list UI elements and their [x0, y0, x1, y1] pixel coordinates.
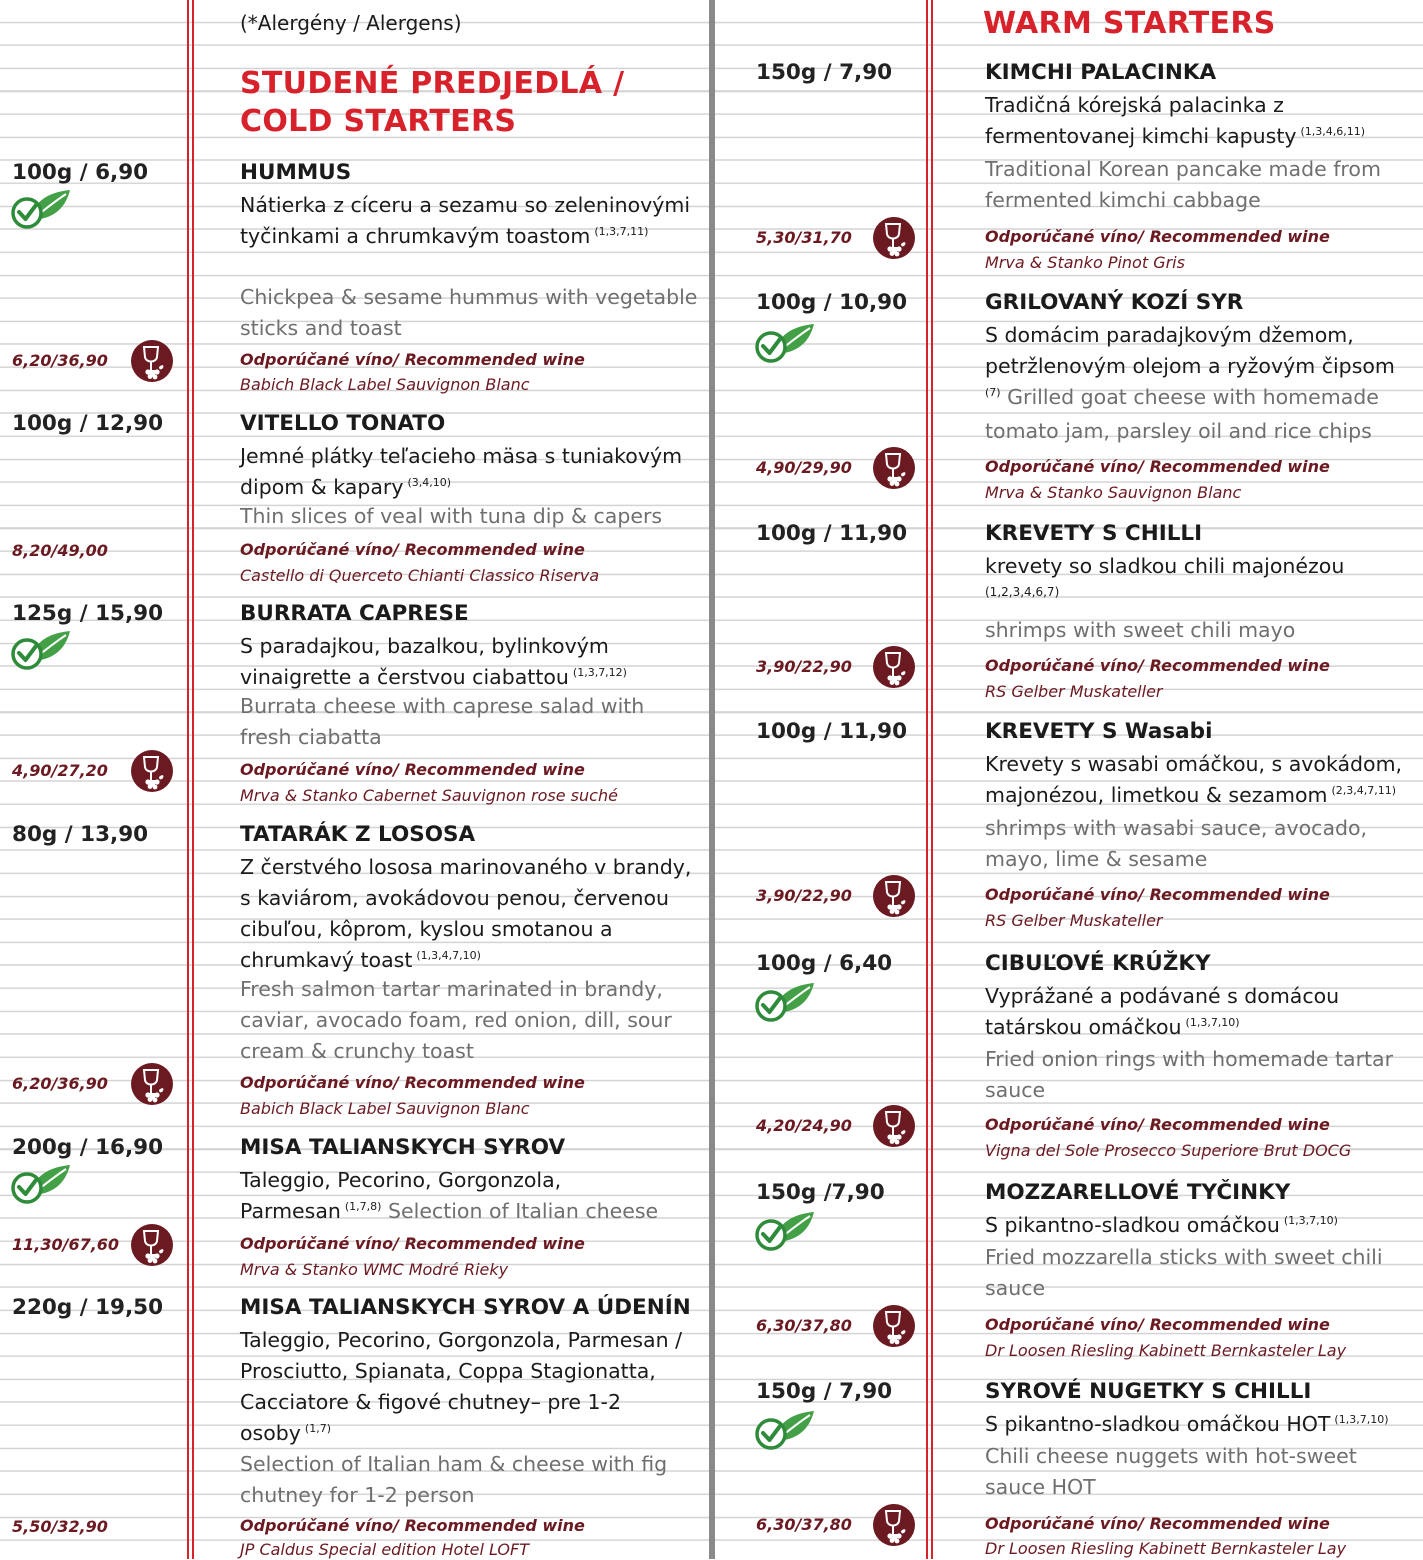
vegetarian-leaf-check-icon — [10, 1163, 72, 1205]
allergen-codes: (2,3,4,7,11) — [1331, 784, 1397, 797]
item-price: 220g / 19,50 — [12, 1295, 164, 1320]
vegetarian-leaf-check-icon — [754, 322, 816, 364]
wine-price: 6,20/36,90 — [12, 1074, 108, 1093]
vegetarian-leaf-check-icon — [754, 981, 816, 1023]
item-price: 200g / 16,90 — [12, 1135, 164, 1160]
vegetarian-leaf-check-icon — [754, 1210, 816, 1252]
wine-glass-grapes-icon — [872, 1304, 916, 1348]
item-name: TATARÁK Z LOSOSA — [240, 822, 476, 847]
item-description: Z čerstvého lososa marinovaného v brandy, s kaviárom, avokádovou penou, červenou cibuľou, kôprom, kyslou smotanou a chrumkavý toast $^{(1,3,4,7,10)}$ — [240, 855, 692, 972]
item-price: 100g / 11,90 — [756, 719, 908, 744]
item-name: BURRATA CAPRESE — [240, 601, 469, 626]
item-description-english: shrimps with wasabi sauce, avocado, mayo, lime & sesame — [985, 816, 1368, 871]
allergen-codes: (1,3,4,7,10) — [416, 949, 481, 962]
wine-price: 6,30/37,80 — [756, 1515, 852, 1534]
item-description-english: Grilled goat cheese with homemade tomato jam, parsley oil and rice chips — [985, 385, 1379, 443]
item-description: Tradičná kórejská palacinka z fermentovanej kimchi kapusty $^{(1,3,4,6,11)}$ — [985, 93, 1366, 148]
allergen-codes: (1,2,3,4,6,7) — [985, 585, 1060, 599]
wine-name: Babich Black Label Sauvignon Blanc — [240, 375, 530, 394]
wine-price: 4,90/29,90 — [756, 458, 852, 477]
allergen-codes: (1,3,7,12) — [572, 666, 627, 679]
item-price: 150g / 7,90 — [756, 1379, 893, 1404]
allergen-note: (*Alergény / Alergens) — [240, 11, 462, 35]
wine-price: 6,20/36,90 — [12, 351, 108, 370]
vegetarian-leaf-check-icon — [10, 629, 72, 671]
item-description: Taleggio, Pecorino, Gorgonzola, Parmesan $^{(1,7,8)}$ Selection of Italian cheese — [240, 1168, 659, 1223]
allergen-codes: (1,3,4,6,11) — [1300, 125, 1366, 138]
item-name: SYROVÉ NUGETKY S CHILLI — [985, 1379, 1312, 1404]
wine-price: 4,90/27,20 — [12, 761, 108, 780]
wine-price: 3,90/22,90 — [756, 657, 852, 676]
item-description-english: Traditional Korean pancake made from fermented kimchi cabbage — [985, 157, 1381, 212]
item-price: 100g / 10,90 — [756, 290, 908, 315]
wine-glass-grapes-icon — [872, 874, 916, 918]
item-name: GRILOVANÝ KOZÍ SYR — [985, 290, 1244, 315]
wine-glass-grapes-icon — [130, 339, 174, 383]
item-description-english: Chickpea & sesame hummus with vegetable sticks and toast — [240, 285, 698, 340]
wine-glass-grapes-icon — [872, 1503, 916, 1547]
item-price: 80g / 13,90 — [12, 822, 149, 847]
wine-name: Castello di Querceto Chianti Classico Riserva — [240, 566, 600, 585]
item-description-english: Selection of Italian cheese — [388, 1199, 659, 1223]
wine-name: Vigna del Sole Prosecco Superiore Brut DOCG — [985, 1141, 1352, 1160]
item-price: 150g / 7,90 — [756, 60, 893, 85]
item-description-english: shrimps with sweet chili mayo — [985, 618, 1296, 642]
wine-price: 8,20/49,00 — [12, 541, 108, 560]
wine-heading: Odporúčané víno/ Recommended wine — [985, 1115, 1330, 1134]
item-description-english: Thin slices of veal with tuna dip & capers — [240, 504, 663, 528]
item-description: S domácim paradajkovým džemom, petržlenovým olejom a ryžovým čipsom $^{(7)}$ Grilled goat cheese with homemade tomato jam, parsley oil and rice chips — [985, 323, 1395, 443]
allergen-codes: (1,3,7,10) — [1185, 1016, 1240, 1029]
item-description: Jemné plátky teľacieho mäsa s tuniakovým dipom & kapary $^{(3,4,10)}$ — [240, 444, 683, 499]
item-description: S pikantno-sladkou omáčkou $^{(1,3,7,10)}$ — [985, 1213, 1338, 1237]
allergen-codes: (7) — [985, 386, 1001, 399]
section-title-warm-starters: WARM STARTERS — [983, 6, 1276, 41]
wine-price: 6,30/37,80 — [756, 1316, 852, 1335]
wine-glass-grapes-icon — [872, 1104, 916, 1148]
wine-heading: Odporúčané víno/ Recommended wine — [240, 540, 585, 559]
item-name: KREVETY S CHILLI — [985, 521, 1203, 546]
wine-name: RS Gelber Muskateller — [985, 911, 1163, 930]
wine-heading: Odporúčané víno/ Recommended wine — [985, 457, 1330, 476]
wine-heading: Odporúčané víno/ Recommended wine — [985, 1514, 1330, 1533]
wine-heading: Odporúčané víno/ Recommended wine — [985, 885, 1330, 904]
item-description: S paradajkou, bazalkou, bylinkovým vinaigrette a čerstvou ciabattou $^{(1,3,7,12)}$ — [240, 634, 627, 689]
wine-price: 4,20/24,90 — [756, 1116, 852, 1135]
item-price: 125g / 15,90 — [12, 601, 164, 626]
item-name: CIBUĽOVÉ KRÚŽKY — [985, 951, 1211, 976]
wine-heading: Odporúčané víno/ Recommended wine — [985, 1315, 1330, 1334]
item-name: HUMMUS — [240, 160, 352, 185]
item-description: Krevety s wasabi omáčkou, s avokádom, majonézou, limetkou & sezamom $^{(2,3,4,7,11)}$ — [985, 752, 1403, 807]
item-description-english: Chili cheese nuggets with hot-sweet sauce HOT — [985, 1444, 1357, 1499]
item-name: MOZZARELLOVÉ TYČINKY — [985, 1180, 1291, 1205]
wine-heading: Odporúčané víno/ Recommended wine — [240, 1234, 585, 1253]
item-name: MISA TALIANSKYCH SYROV — [240, 1135, 566, 1160]
item-description-english: Burrata cheese with caprese salad with fresh ciabatta — [240, 694, 645, 749]
wine-name: RS Gelber Muskateller — [985, 682, 1163, 701]
wine-name: Babich Black Label Sauvignon Blanc — [240, 1099, 530, 1118]
vegetarian-leaf-check-icon — [754, 1409, 816, 1451]
wine-glass-grapes-icon — [130, 1223, 174, 1267]
wine-price: 5,30/31,70 — [756, 228, 852, 247]
allergen-codes: (1,3,7,10) — [1283, 1214, 1338, 1227]
vegetarian-leaf-check-icon — [10, 188, 72, 230]
item-name: KIMCHI PALACINKA — [985, 60, 1217, 85]
wine-heading: Odporúčané víno/ Recommended wine — [240, 1073, 585, 1092]
wine-name: Mrva & Stanko WMC Modré Rieky — [240, 1260, 509, 1279]
item-price: 100g / 6,40 — [756, 951, 893, 976]
wine-glass-grapes-icon — [130, 749, 174, 793]
item-description-english: Selection of Italian ham & cheese with fig chutney for 1-2 person — [240, 1452, 668, 1507]
warm-starters-column — [712, 0, 1423, 1559]
item-name: KREVETY S Wasabi — [985, 719, 1213, 744]
item-name: MISA TALIANSKYCH SYROV A ÚDENÍN — [240, 1295, 691, 1320]
allergen-codes: (1,7) — [304, 1422, 331, 1435]
item-description: Nátierka z cíceru a sezamu so zeleninovými tyčinkami a chrumkavým toastom $^{(1,3,7,11)}$ — [240, 193, 691, 248]
item-description: krevety so sladkou chili majonézou — [985, 554, 1345, 578]
item-price: 100g / 6,90 — [12, 160, 149, 185]
item-price: 150g /7,90 — [756, 1180, 885, 1205]
wine-glass-grapes-icon — [130, 1062, 174, 1106]
item-description-english: Fried mozzarella sticks with sweet chili sauce — [985, 1245, 1383, 1300]
wine-glass-grapes-icon — [872, 645, 916, 689]
item-price: 100g / 11,90 — [756, 521, 908, 546]
wine-name: Mrva & Stanko Pinot Gris — [985, 253, 1185, 272]
wine-price: 11,30/67,60 — [12, 1235, 120, 1254]
allergen-codes: (1,3,7,11) — [594, 225, 649, 238]
item-name: VITELLO TONATO — [240, 411, 446, 436]
item-description-english: Fried onion rings with homemade tartar sauce — [985, 1047, 1394, 1102]
section-title-cold-starters: STUDENÉ PREDJEDLÁ / COLD STARTERS — [240, 66, 625, 139]
wine-heading: Odporúčané víno/ Recommended wine — [985, 227, 1330, 246]
allergen-codes: (3,4,10) — [407, 476, 452, 489]
wine-name: JP Caldus Special edition Hotel LOFT — [240, 1540, 529, 1559]
allergen-codes: (1,7,8) — [344, 1200, 382, 1213]
wine-name: Dr Loosen Riesling Kabinett Bernkasteler Lay — [985, 1341, 1347, 1360]
wine-heading: Odporúčané víno/ Recommended wine — [240, 760, 585, 779]
item-description-english: Fresh salmon tartar marinated in brandy, caviar, avocado foam, red onion, dill, sour cream & crunchy toast — [240, 977, 672, 1063]
wine-name: Mrva & Stanko Sauvignon Blanc — [985, 483, 1242, 502]
item-description: Vyprážané a podávané s domácou tatárskou omáčkou $^{(1,3,7,10)}$ — [985, 984, 1340, 1039]
wine-heading: Odporúčané víno/ Recommended wine — [985, 656, 1330, 675]
wine-heading: Odporúčané víno/ Recommended wine — [240, 350, 585, 369]
wine-name: Dr Loosen Riesling Kabinett Bernkasteler Lay — [985, 1539, 1347, 1558]
item-price: 100g / 12,90 — [12, 411, 164, 436]
item-description: Taleggio, Pecorino, Gorgonzola, Parmesan / Prosciutto, Spianata, Coppa Stagionatta, Cacciatore & figové chutney– pre 1-2 osoby $^{(1,7)}$ — [240, 1328, 682, 1445]
wine-glass-grapes-icon — [872, 446, 916, 490]
wine-glass-grapes-icon — [872, 216, 916, 260]
wine-heading: Odporúčané víno/ Recommended wine — [240, 1516, 585, 1535]
wine-price: 5,50/32,90 — [12, 1517, 108, 1536]
wine-name: Mrva & Stanko Cabernet Sauvignon rose suché — [240, 786, 618, 805]
allergen-codes: (1,3,7,10) — [1334, 1413, 1389, 1426]
wine-price: 3,90/22,90 — [756, 886, 852, 905]
item-description: S pikantno-sladkou omáčkou HOT $^{(1,3,7,10)}$ — [985, 1412, 1389, 1436]
